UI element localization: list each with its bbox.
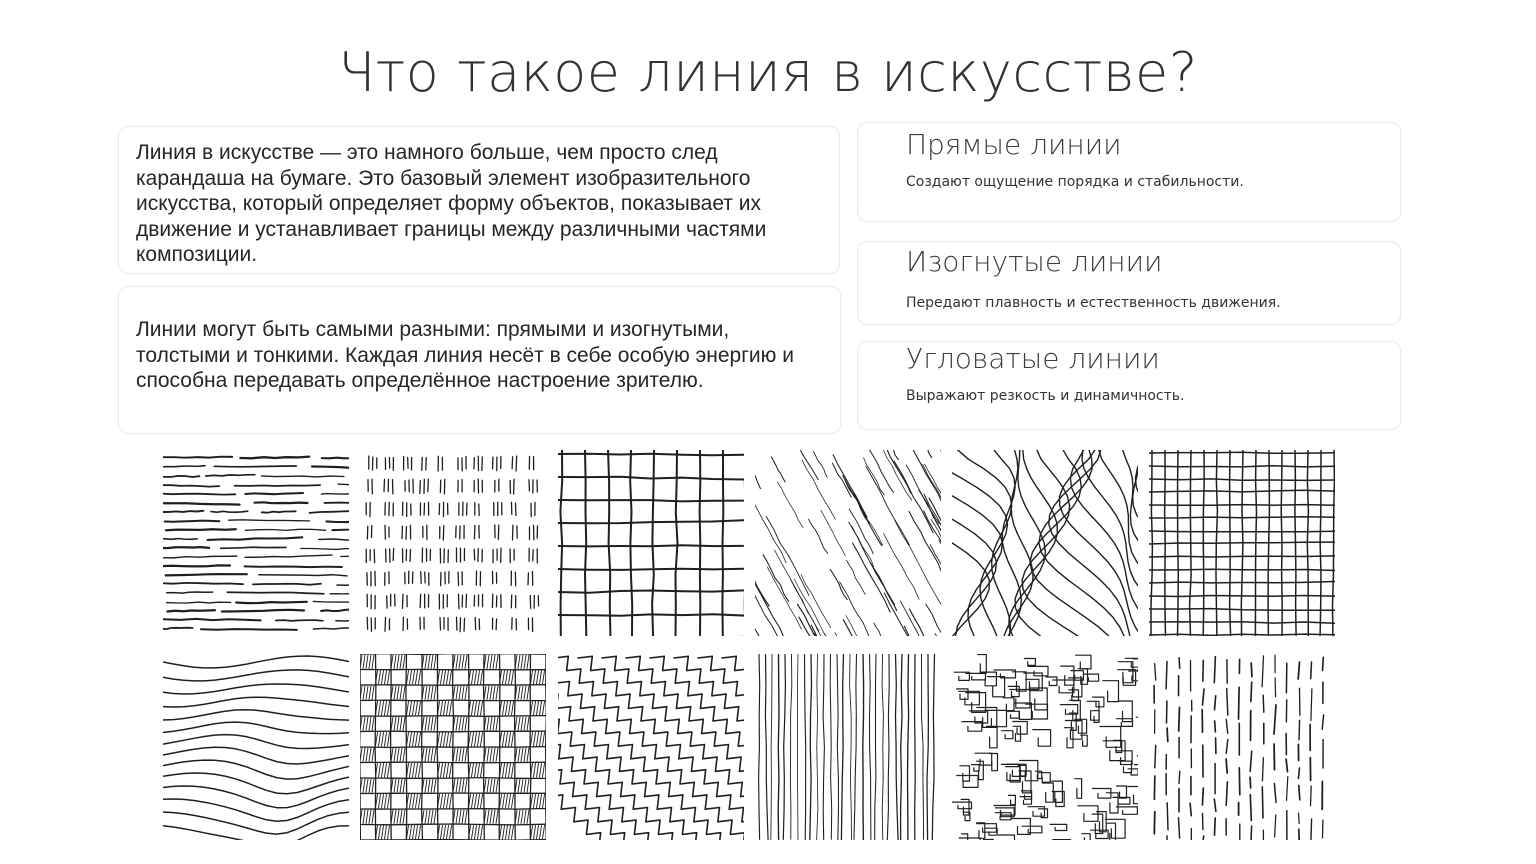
line-type-card-angular <box>857 341 1401 430</box>
intro-card-definition <box>118 126 840 274</box>
pattern-wide-grid <box>558 450 744 636</box>
pattern-vertical-ticks <box>360 450 546 636</box>
intro-card-variety <box>118 286 841 434</box>
line-type-title: Угловатые линии <box>906 342 1160 375</box>
line-type-title: Прямые линии <box>906 128 1122 161</box>
intro-paragraph: Линии могут быть самыми разными: прямыми и изогнутыми, толстыми и тонкими. Каждая линия несёт в себе особую энергию и способна передавать определённое настроение зрителю. <box>136 318 794 392</box>
pattern-contour-waves <box>163 654 349 840</box>
page-title: Что такое линия в искусстве? <box>338 41 1198 104</box>
line-type-description: Создают ощущение порядка и стабильности. <box>906 174 1244 190</box>
pattern-diagonal-zigzag <box>558 654 744 840</box>
pattern-diagonal-hatching <box>755 450 941 636</box>
pattern-vertical-lines <box>755 654 941 840</box>
pattern-labyrinth <box>952 654 1138 840</box>
pattern-vertical-dashes <box>1149 654 1335 840</box>
intro-paragraph: Линия в искусстве — это намного больше, чем просто след карандаша на бумаге. Это базовый элемент изобразительного искусства, который определяет форму объектов, показывает их движение и устанавливает границы между различными частями композиции. <box>136 141 767 266</box>
pattern-fine-grid <box>1149 450 1335 636</box>
line-type-card-curved <box>857 241 1401 325</box>
line-type-description: Передают плавность и естественность движения. <box>906 295 1281 311</box>
pattern-horizontal-dashes <box>163 450 349 636</box>
pattern-hatched-checkerboard <box>360 654 546 840</box>
pattern-wood-grain <box>952 450 1138 636</box>
line-type-title: Изогнутые линии <box>906 245 1163 278</box>
line-type-description: Выражают резкость и динамичность. <box>906 388 1185 404</box>
line-type-card-straight <box>857 122 1401 222</box>
